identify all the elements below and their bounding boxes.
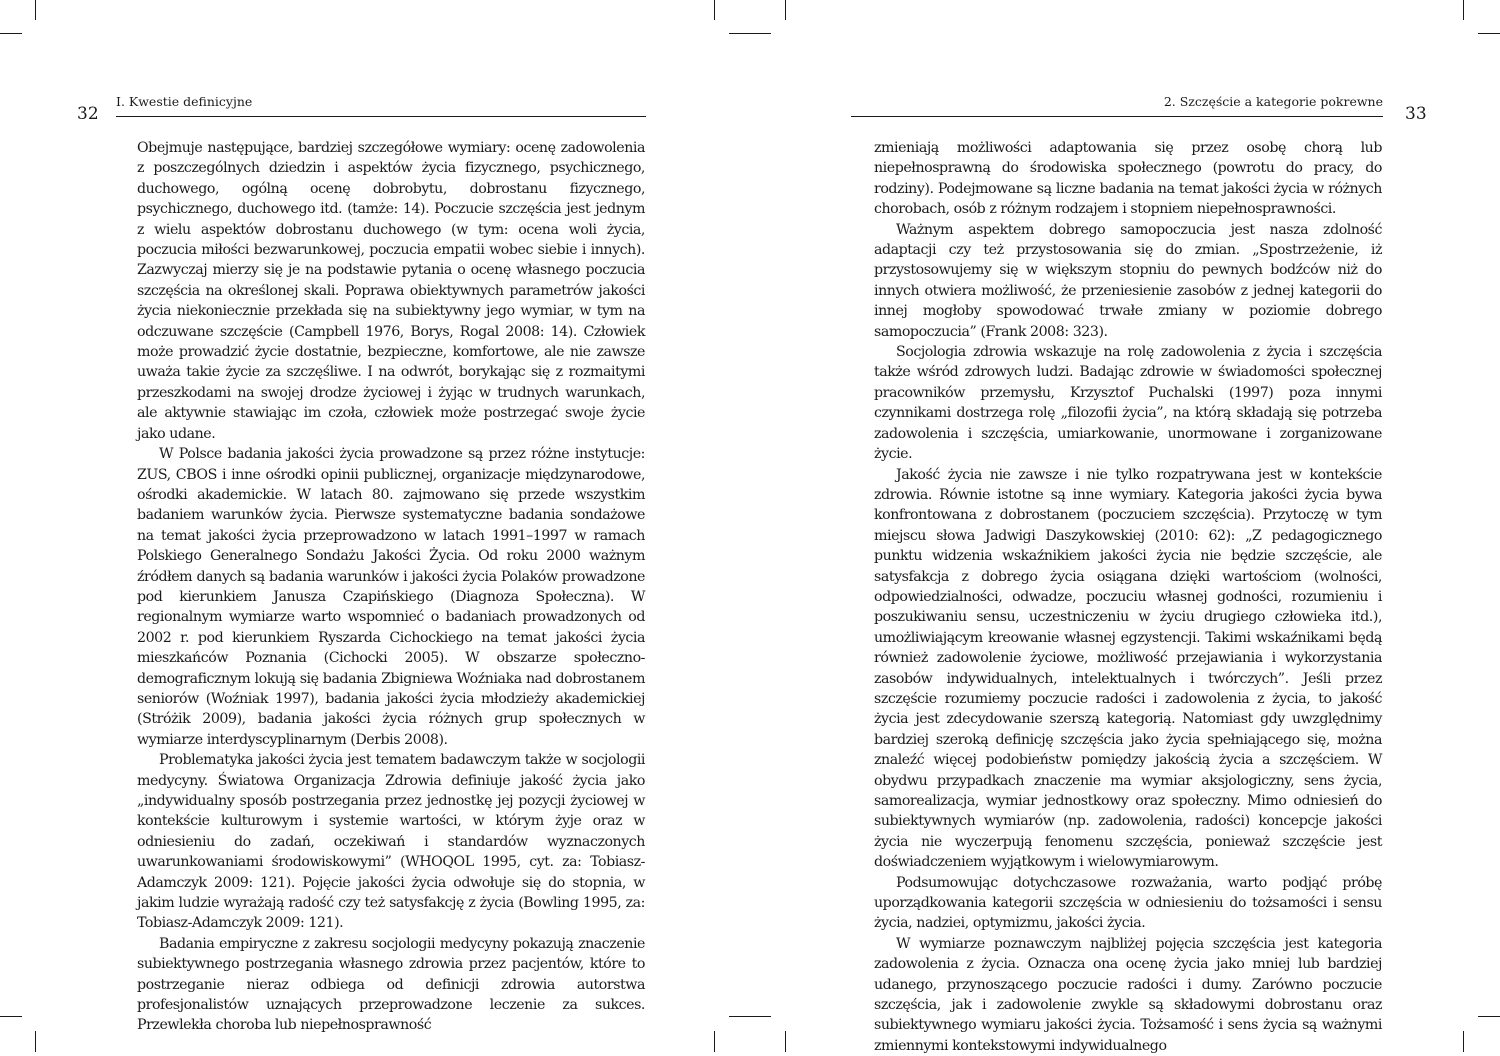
running-head: 2. Szczęście a kategorie pokrewne — [1163, 94, 1383, 109]
running-head: I. Kwestie definicyjne — [116, 94, 253, 109]
paragraph: W Polsce badania jakości życia prowadzone są przez różne instytucje: ZUS, CBOS i inne ośrodki opinii publicznej, organizacje międzynarodowe, ośrodki akademickie. W latach 80. zajmowano się przede wszystkim badaniem warunków życia. Pierwsze systematyczne badania sondażowe na temat jakości życia przeprowadzono w latach 1991–1997 w ramach Polskiego Generalnego Sondażu Jakości Życia. Od roku 2000 ważnym źródłem danych są badania warunków i jakości życia Polaków prowadzone pod kierunkiem Janusza Czapińskiego (Diagnoza Społeczna). W regionalnym wymiarze warto wspomnieć o badaniach prowadzonych od 2002 r. pod kierunkiem Ryszarda Cichockiego na temat jakości życia mieszkańców Poznania (Cichocki 2005). W obszarze społeczno-demograficznym lokują się badania Zbigniewa Woźniaka nad dobrostanem seniorów (Woźniak 1997), badania jakości życia młodzieży akademickiej (Stróżik 2009), badania jakości życia różnych grup społecznych w wymiarze interdyscyplinarnym (Derbis 2008). — [137, 446, 645, 748]
paragraph: Problematyka jakości życia jest tematem badawczym także w socjologii medycyny. Światowa Organizacja Zdrowia definiuje jakość życia jako „indywidualny sposób postrzegania przez jednostkę jej pozycji życiowej w kontekście kulturowym i systemie wartości, w którym żyje oraz w odniesieniu do zadań, oczekiwań i standardów wyznaczonych uwarunkowaniami środowiskowymi” (WHOQOL 1995, cyt. za: Tobiasz-Adamczyk 2009: 121). Pojęcie jakości życia odwołuje się do stopnia, w jakim ludzie wyrażają radość czy też satysfakcję z życia (Bowling 1995, za: Tobiasz-Adamczyk 2009: 121). — [137, 752, 645, 932]
page-number: 32 — [77, 104, 99, 124]
paragraph: Badania empiryczne z zakresu socjologii medycyny pokazują znaczenie subiektywnego postrzegania własnego zdrowia przez pacjentów, które to postrzeganie nieraz odbiega od definicji zdrowia autorstwa profesjonalistów uznających przeprowadzone leczenie za sukces. Przewlekła choroba lub niepełnosprawność — [137, 935, 645, 1034]
paragraph: zmieniają możliwości adaptowania się przez osobę chorą lub niepełnosprawną do środowiska społecznego (powrotu do pracy, do rodziny). Podejmowane są liczne badania na temat jakości życia w różnych chorobach, osób z różnym rodzajem i stopniem niepełnosprawności. — [874, 140, 1382, 218]
header-rule — [116, 116, 646, 117]
body-text — [874, 138, 1382, 1056]
paragraph: Socjologia zdrowia wskazuje na rolę zadowolenia z życia i szczęścia także wśród zdrowych ludzi. Badając zdrowie w świadomości społecznej pracowników przemysłu, Krzysztof Puchalski (1997) poza innymi czynnikami dostrzega rolę „filozofii życia”, na którą składają się potrzeba zadowolenia i szczęścia, umiarkowanie, unormowane i zorganizowane życie. — [874, 344, 1382, 463]
left-page — [0, 0, 750, 1052]
header-rule — [851, 116, 1383, 117]
paragraph: Ważnym aspektem dobrego samopoczucia jest nasza zdolność adaptacji czy też przystosowania się do zmian. „Spostrzeżenie, iż przystosowujemy się w większym stopniu do pewnych bodźców niż do innych otwiera możliwość, że przeniesienie zasobów z jednej kategorii do innej mogłoby spowodować trwałe zmiany w poziomie dobrego samopoczucia” (Frank 2008: 323). — [874, 221, 1382, 340]
page-number: 33 — [1405, 104, 1427, 124]
paragraph: W wymiarze poznawczym najbliżej pojęcia szczęścia jest kategoria zadowolenia z życia. Oznacza ona ocenę życia jako mniej lub bardziej udanego, przynoszącego poczucie radości i dumy. Zarówno poczucie szczęścia, jak i zadowolenie zwykle są składowymi dobrostanu oraz subiektywnego wymiaru jakości życia. Tożsamość i sens życia są ważnymi zmiennymi kontekstowymi indywidualnego — [874, 935, 1382, 1054]
right-page — [750, 0, 1500, 1052]
paragraph: Jakość życia nie zawsze i nie tylko rozpatrywana jest w kontekście zdrowia. Równie istotne są inne wymiary. Kategoria jakości życia bywa konfrontowana z dobrostanem (poczuciem szczęścia). Przytoczę w tym miejscu słowa Jadwigi Daszykowskiej (2010: 62): „Z pedagogicznego punktu widzenia wskaźnikiem jakości życia nie będzie szczęście, ale satysfakcja z dobrego życia osiągana dzięki wartościom (wolności, odpowiedzialności, odwadze, poczuciu własnej godności, rozumieniu i poszukiwaniu sensu, uczestniczeniu w życiu drugiego człowieka itd.), umożliwiającym kreowanie własnej egzystencji. Takimi wskaźnikami będą również zadowolenie życiowe, możliwość przejawiania i wykorzystania zasobów indywidualnych, intelektualnych i twórczych”. Jeśli przez szczęście rozumiemy poczucie radości i zadowolenia z życia, to jakość życia jest zdecydowanie szerszą kategorią. Natomiast gdy uwzględnimy bardziej szeroką definicję szczęścia jako życia spełniającego się, można znaleźć więcej podobieństw pomiędzy jakością życia a szczęściem. W obydwu przypadkach znaczenie ma wymiar aksjologiczny, sens życia, samorealizacja, wymiar jednostkowy oraz społeczny. Mimo odniesień do subiektywnych wymiarów (np. zadowolenia, radości) koncepcje jakości życia nie wyczerpują fenomenu szczęścia, ponieważ szczęście jest doświadczeniem wyjątkowym i wielowymiarowym. — [874, 466, 1382, 871]
paragraph: Obejmuje następujące, bardziej szczegółowe wymiary: ocenę zadowolenia z poszczególnych dziedzin i aspektów życia fizycznego, psychicznego, duchowego, ogólną ocenę dobrobytu, dobrostanu fizycznego, psychicznego, duchowego itd. (tamże: 14). Poczucie szczęścia jest jednym z wielu aspektów dobrostanu duchowego (w tym: ocena woli życia, poczucia miłości bezwarunkowej, poczucia empatii wobec siebie i innych). Zazwyczaj mierzy się je na podstawie pytania o ocenę własnego poczucia szczęścia na określonej skali. Poprawa obiektywnych parametrów jakości życia niekoniecznie przekłada się na subiektywny jego wymiar, w tym na odczuwane szczęście (Campbell 1976, Borys, Rogal 2008: 14). Człowiek może prowadzić życie dostatnie, bezpieczne, komfortowe, ale nie zawsze uważa takie życie za szczęśliwe. I na odwrót, borykając się z rozmaitymi przeszkodami na swojej drodze życiowej i żyjąc w trudnych warunkach, ale aktywnie stawiając im czoła, człowiek może postrzegać swoje życie jako udane. — [137, 140, 645, 442]
body-text — [137, 138, 645, 1036]
paragraph: Podsumowując dotychczasowe rozważania, warto podjąć próbę uporządkowania kategorii szczęścia w odniesieniu do tożsamości i sensu życia, nadziei, optymizmu, jakości życia. — [874, 874, 1382, 932]
